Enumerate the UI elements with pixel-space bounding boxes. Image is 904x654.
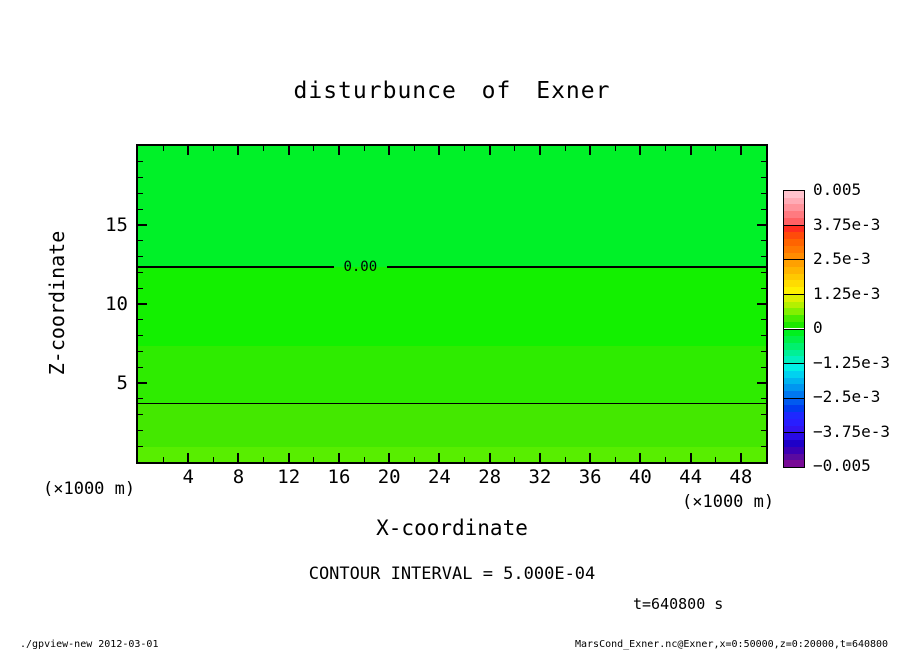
x-major-tick xyxy=(388,453,390,462)
contour-fill-band xyxy=(138,403,766,447)
contour-line-label: 0.00 xyxy=(343,259,378,276)
colorbar-step xyxy=(784,218,804,225)
x-minor-tick xyxy=(263,457,264,462)
colorbar-segment xyxy=(784,399,804,434)
colorbar-step xyxy=(784,198,804,205)
x-tick-label: 48 xyxy=(729,466,753,488)
colorbar-step xyxy=(784,371,804,378)
x-major-tick xyxy=(489,453,491,462)
x-minor-tick xyxy=(213,457,214,462)
x-minor-tick xyxy=(615,457,616,462)
x-tick-label: 36 xyxy=(578,466,602,488)
y-minor-tick xyxy=(138,367,143,368)
y-minor-tick xyxy=(138,414,143,415)
y-minor-tick xyxy=(761,430,766,431)
colorbar-step xyxy=(784,419,804,426)
y-minor-tick xyxy=(138,351,143,352)
x-major-tick xyxy=(639,453,641,462)
x-major-tick xyxy=(589,146,591,155)
x-major-tick xyxy=(237,146,239,155)
colorbar-step xyxy=(784,315,804,322)
colorbar-tick-label: 0.005 xyxy=(813,180,862,199)
x-minor-tick xyxy=(715,457,716,462)
colorbar-step xyxy=(784,343,804,350)
colorbar-tick-label: −3.75e-3 xyxy=(813,421,891,441)
colorbar-step xyxy=(784,274,804,281)
x-minor-tick xyxy=(263,146,264,151)
x-major-tick xyxy=(338,453,340,462)
y-minor-tick xyxy=(761,367,766,368)
x-major-tick xyxy=(338,146,340,155)
colorbar-step xyxy=(784,426,804,433)
colorbar-step xyxy=(784,378,804,385)
colorbar-step xyxy=(784,204,804,211)
x-major-tick xyxy=(438,453,440,462)
x-minor-tick xyxy=(414,146,415,151)
colorbar-step xyxy=(784,246,804,253)
x-minor-tick xyxy=(464,457,465,462)
colorbar-segment xyxy=(784,226,804,261)
x-minor-tick xyxy=(213,146,214,151)
x-minor-tick xyxy=(313,457,314,462)
colorbar-step xyxy=(784,260,804,267)
y-major-tick xyxy=(757,224,766,226)
colorbar-step xyxy=(784,336,804,343)
x-major-tick xyxy=(288,146,290,155)
colorbar-step xyxy=(784,226,804,233)
colorbar-segment xyxy=(784,364,804,399)
colorbar-segment xyxy=(784,260,804,295)
x-minor-tick xyxy=(565,146,566,151)
y-major-tick xyxy=(138,224,147,226)
colorbar-step xyxy=(784,405,804,412)
y-minor-tick xyxy=(138,272,143,273)
contour-fill-band xyxy=(138,267,766,346)
y-minor-tick xyxy=(138,240,143,241)
contour-fill-band xyxy=(138,346,766,403)
x-tick-label: 28 xyxy=(478,466,502,488)
plot-area xyxy=(136,144,768,464)
y-major-tick xyxy=(138,303,147,305)
x-minor-tick xyxy=(364,146,365,151)
footer-command-text: ./gpview-new 2012-03-01 xyxy=(20,639,159,650)
colorbar-step xyxy=(784,211,804,218)
x-major-tick xyxy=(489,146,491,155)
x-major-tick xyxy=(438,146,440,155)
y-minor-tick xyxy=(138,430,143,431)
y-minor-tick xyxy=(761,398,766,399)
colorbar-step xyxy=(784,253,804,260)
y-major-tick xyxy=(138,382,147,384)
x-major-tick xyxy=(388,146,390,155)
colorbar-step xyxy=(784,308,804,315)
x-minor-tick xyxy=(715,146,716,151)
x-minor-tick xyxy=(163,457,164,462)
contour-fill-band xyxy=(138,146,766,267)
contour-interval-text: CONTOUR INTERVAL = 5.000E-04 xyxy=(308,564,596,584)
colorbar-step xyxy=(784,460,804,467)
x-major-tick xyxy=(740,453,742,462)
x-minor-tick xyxy=(565,457,566,462)
x-axis-unit-right: (×1000 m) xyxy=(682,492,775,512)
x-major-tick xyxy=(690,146,692,155)
x-major-tick xyxy=(740,146,742,155)
colorbar-step xyxy=(784,399,804,406)
y-minor-tick xyxy=(761,193,766,194)
x-tick-label: 44 xyxy=(679,466,703,488)
y-major-tick xyxy=(757,382,766,384)
x-minor-tick xyxy=(665,146,666,151)
colorbar-step xyxy=(784,447,804,454)
y-minor-tick xyxy=(761,414,766,415)
colorbar-step xyxy=(784,280,804,287)
x-tick-label: 20 xyxy=(377,466,401,488)
colorbar-tick-label: −0.005 xyxy=(813,456,871,475)
x-major-tick xyxy=(589,453,591,462)
y-minor-tick xyxy=(138,193,143,194)
colorbar-step xyxy=(784,454,804,461)
x-major-tick xyxy=(288,453,290,462)
x-tick-label: 16 xyxy=(327,466,351,488)
colorbar-step xyxy=(784,191,804,198)
contour-line xyxy=(387,266,766,268)
x-tick-label: 40 xyxy=(628,466,652,488)
colorbar-step xyxy=(784,440,804,447)
colorbar-step xyxy=(784,356,804,363)
x-major-tick xyxy=(639,146,641,155)
x-minor-tick xyxy=(364,457,365,462)
x-minor-tick xyxy=(615,146,616,151)
y-minor-tick xyxy=(138,209,143,210)
x-minor-tick xyxy=(514,457,515,462)
x-tick-label: 8 xyxy=(232,466,245,488)
colorbar-step xyxy=(784,391,804,398)
y-minor-tick xyxy=(761,351,766,352)
contour-fill-band xyxy=(138,447,766,462)
x-major-tick xyxy=(690,453,692,462)
y-minor-tick xyxy=(761,256,766,257)
colorbar-step xyxy=(784,364,804,371)
x-axis-label: X-coordinate xyxy=(376,516,528,540)
x-tick-label: 4 xyxy=(182,466,194,488)
contour-line xyxy=(138,403,766,404)
x-minor-tick xyxy=(414,457,415,462)
time-annotation: t=640800 s xyxy=(633,595,724,613)
x-major-tick xyxy=(237,453,239,462)
x-minor-tick xyxy=(313,146,314,151)
x-major-tick xyxy=(187,453,189,462)
y-major-tick xyxy=(757,303,766,305)
y-minor-tick xyxy=(761,272,766,273)
colorbar-step xyxy=(784,384,804,391)
x-minor-tick xyxy=(163,146,164,151)
colorbar-tick-label: −1.25e-3 xyxy=(813,352,891,372)
colorbar-step xyxy=(784,302,804,309)
colorbar-step xyxy=(784,412,804,419)
colorbar-segment xyxy=(784,191,804,226)
colorbar-segment xyxy=(784,330,804,365)
y-tick-label: 15 xyxy=(105,214,128,236)
chart-title: disturbunce of Exner xyxy=(293,78,611,104)
y-minor-tick xyxy=(761,288,766,289)
colorbar-segment xyxy=(784,295,804,330)
x-minor-tick xyxy=(464,146,465,151)
x-major-tick xyxy=(539,146,541,155)
colorbar-tick-label: 2.5e-3 xyxy=(813,249,871,268)
y-minor-tick xyxy=(138,398,143,399)
x-tick-label: 12 xyxy=(277,466,301,488)
y-minor-tick xyxy=(761,177,766,178)
colorbar-tick-label: −2.5e-3 xyxy=(813,387,881,406)
colorbar xyxy=(783,190,805,468)
y-axis-label: Z-coordinate xyxy=(45,230,69,376)
y-minor-tick xyxy=(761,319,766,320)
y-minor-tick xyxy=(761,240,766,241)
colorbar-tick-label: 1.25e-3 xyxy=(813,283,881,303)
colorbar-step xyxy=(784,287,804,294)
colorbar-step xyxy=(784,239,804,246)
colorbar-step xyxy=(784,433,804,440)
y-minor-tick xyxy=(138,335,143,336)
y-minor-tick xyxy=(138,177,143,178)
colorbar-step xyxy=(784,232,804,239)
x-tick-label: 24 xyxy=(427,466,451,488)
y-minor-tick xyxy=(138,446,143,447)
y-tick-label: 10 xyxy=(105,293,128,315)
colorbar-step xyxy=(784,267,804,274)
y-minor-tick xyxy=(138,256,143,257)
colorbar-step xyxy=(784,295,804,302)
x-minor-tick xyxy=(514,146,515,151)
y-minor-tick xyxy=(138,288,143,289)
y-minor-tick xyxy=(761,446,766,447)
y-minor-tick xyxy=(761,335,766,336)
y-minor-tick xyxy=(761,161,766,162)
x-minor-tick xyxy=(665,457,666,462)
colorbar-tick-label: 3.75e-3 xyxy=(813,214,881,234)
x-major-tick xyxy=(539,453,541,462)
colorbar-step xyxy=(784,322,804,329)
colorbar-tick-label: 0 xyxy=(813,318,823,337)
y-minor-tick xyxy=(138,161,143,162)
contour-line xyxy=(138,266,334,268)
footer-source-text: MarsCond_Exner.nc@Exner,x=0:50000,z=0:20000,t=640800 xyxy=(575,639,889,650)
colorbar-segment xyxy=(784,433,804,467)
colorbar-step xyxy=(784,330,804,337)
x-major-tick xyxy=(187,146,189,155)
colorbar-step xyxy=(784,350,804,357)
x-tick-label: 32 xyxy=(528,466,552,488)
y-minor-tick xyxy=(138,319,143,320)
y-minor-tick xyxy=(761,209,766,210)
x-axis-unit-left: (×1000 m) xyxy=(43,479,136,499)
y-tick-label: 5 xyxy=(116,372,128,394)
